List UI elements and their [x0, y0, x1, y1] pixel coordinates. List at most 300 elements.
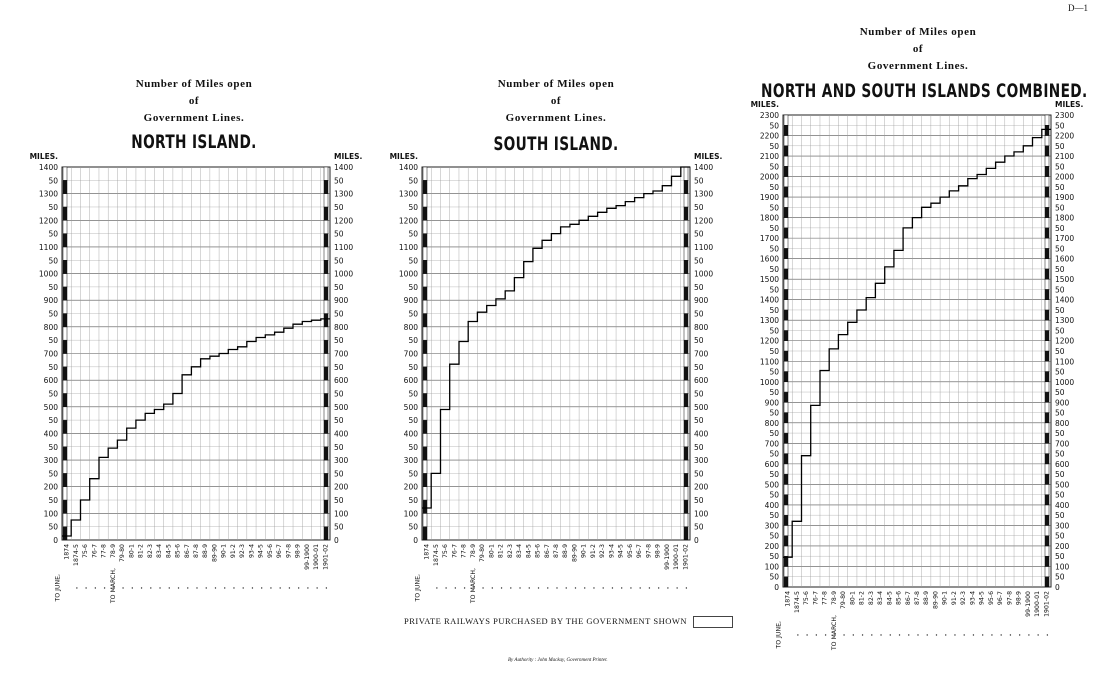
period-label: 85-6 — [895, 590, 903, 606]
y-tick-label-left: 1600 — [759, 254, 779, 264]
y-tick-label-right: 0 — [1055, 583, 1060, 592]
y-tick-label-left: 50 — [769, 264, 779, 274]
y-tick-label-left: 50 — [769, 162, 779, 172]
leader-dot — [843, 634, 844, 635]
scale-bar-segment — [1045, 146, 1049, 156]
scale-bar-segment — [784, 372, 788, 382]
y-tick-label-left: 50 — [48, 469, 58, 479]
y-tick-label-right: 1300 — [694, 189, 714, 199]
period-label: 81-2 — [497, 544, 505, 559]
period-label: 79-80 — [479, 544, 487, 563]
y-tick-label-right: 400 — [694, 429, 709, 439]
y-tick-label-right: 0 — [334, 536, 339, 545]
y-tick-label-left: 50 — [408, 229, 418, 239]
period-label: 80-1 — [488, 543, 496, 559]
y-tick-label-right: 1300 — [1055, 316, 1075, 326]
y-tick-label-right: 1100 — [694, 242, 714, 252]
y-tick-label-left: 50 — [769, 367, 779, 377]
period-label: 85-6 — [174, 543, 182, 559]
y-tick-label-right: 50 — [334, 309, 344, 319]
title-line: Number of Miles open — [135, 78, 253, 90]
leader-dot — [964, 634, 965, 635]
scale-bar-segment — [784, 341, 788, 351]
y-tick-label-left: 50 — [48, 202, 58, 212]
y-tick-label-right: 50 — [694, 389, 704, 399]
printer-credit: By Authority : John Mackay, Government Printer. — [508, 658, 608, 663]
period-label: 1874-5 — [72, 544, 80, 566]
y-tick-label-left: 50 — [48, 176, 58, 186]
y-tick-label-right: 100 — [694, 509, 709, 519]
scale-bar-segment — [784, 207, 788, 217]
y-axis-label-left: MILES. — [29, 152, 58, 161]
scale-bar-segment — [784, 413, 788, 423]
period-label: 80-1 — [128, 543, 136, 559]
period-label: 75-6 — [82, 543, 90, 559]
y-tick-label-right: 50 — [1055, 449, 1065, 459]
y-axis-label-right: MILES. — [1055, 100, 1084, 109]
y-tick-label-left: 50 — [48, 336, 58, 346]
scale-bar-segment — [784, 443, 788, 453]
scale-bar-segment — [784, 351, 788, 361]
y-tick-label-left: 50 — [408, 362, 418, 372]
y-tick-label-left: 1000 — [759, 377, 779, 387]
y-tick-label-right: 200 — [1055, 541, 1070, 551]
y-tick-label-right: 900 — [694, 296, 709, 306]
title-line: of — [912, 43, 924, 55]
title-line: Number of Miles open — [497, 78, 615, 90]
y-tick-label-left: 200 — [403, 482, 418, 492]
y-tick-label-left: 50 — [769, 305, 779, 315]
period-label: 77-8 — [821, 591, 829, 606]
leader-dot — [899, 634, 900, 635]
y-axis-label-right: MILES. — [334, 152, 363, 161]
scale-bar-segment — [1045, 136, 1049, 146]
y-tick-label-left: 1900 — [759, 193, 779, 203]
leader-dot — [991, 634, 992, 635]
y-tick-label-right: 50 — [334, 442, 344, 452]
period-label: 77-8 — [100, 544, 108, 559]
leader-dot — [1037, 634, 1038, 635]
y-tick-label-right: 2200 — [1055, 131, 1075, 141]
y-tick-label-right: 50 — [334, 522, 344, 532]
period-label: 76-7 — [812, 590, 820, 606]
y-tick-label-right: 50 — [694, 416, 704, 426]
scale-bar-segment — [784, 402, 788, 412]
period-label: 97-8 — [645, 543, 653, 559]
y-tick-label-right: 1200 — [1055, 336, 1075, 346]
first-period-note: TO JUNE, — [414, 573, 422, 602]
y-tick-label-left: 0 — [53, 536, 58, 545]
y-tick-label-right: 1000 — [1055, 377, 1075, 387]
y-tick-label-right: 2300 — [1055, 111, 1075, 120]
y-tick-label-left: 50 — [769, 490, 779, 500]
scale-bar-segment — [1045, 423, 1049, 433]
y-tick-label-right: 50 — [334, 202, 344, 212]
scale-bar-segment — [1045, 238, 1049, 248]
leader-dot — [1047, 634, 1048, 635]
scale-bar-segment — [1045, 454, 1049, 464]
scale-bar-segment — [784, 454, 788, 464]
y-tick-label-right: 600 — [694, 376, 709, 386]
period-label: 83-4 — [877, 590, 884, 606]
scale-bar-segment — [784, 423, 788, 433]
y-tick-label-right: 50 — [334, 282, 344, 292]
y-tick-label-right: 900 — [1055, 398, 1070, 408]
scale-bar-segment — [784, 238, 788, 248]
y-tick-label-left: 50 — [769, 552, 779, 562]
y-tick-label-left: 50 — [48, 256, 58, 266]
y-tick-label-left: 1100 — [398, 242, 418, 252]
leader-dot — [917, 634, 918, 635]
y-tick-label-left: 50 — [408, 256, 418, 266]
scale-bar-segment — [784, 279, 788, 289]
scale-bar-segment — [784, 269, 788, 279]
scale-bar-segment — [784, 484, 788, 494]
y-tick-label-left: 200 — [764, 541, 779, 551]
scale-bar-segment — [1045, 228, 1049, 238]
y-tick-label-left: 50 — [769, 326, 779, 336]
scale-bar-segment — [1045, 577, 1049, 587]
y-tick-label-left: 50 — [48, 442, 58, 452]
y-tick-label-right: 50 — [1055, 470, 1065, 480]
march-note: TO MARCH, — [831, 615, 839, 651]
period-label: 1874 — [423, 543, 431, 560]
scale-bar-segment — [784, 525, 788, 535]
period-label: 92-3 — [239, 543, 247, 559]
south-island-heading: SOUTH ISLAND. — [493, 133, 619, 155]
y-tick-label-left: 900 — [764, 398, 779, 408]
y-tick-label-right: 50 — [1055, 264, 1065, 274]
y-tick-label-right: 50 — [1055, 552, 1065, 562]
scale-bar-segment — [1045, 156, 1049, 166]
y-tick-label-right: 50 — [1055, 326, 1065, 336]
scale-bar-segment — [784, 495, 788, 505]
title-line: Government Lines. — [505, 112, 607, 124]
y-tick-label-right: 50 — [694, 442, 704, 452]
y-tick-label-right: 300 — [694, 456, 709, 466]
leader-dot — [954, 634, 955, 635]
leader-dot — [927, 634, 928, 635]
leader-dot — [936, 634, 937, 635]
period-label: 77-8 — [460, 544, 468, 559]
scale-bar-segment — [1045, 218, 1049, 228]
leader-dot — [825, 634, 826, 635]
y-tick-label-right: 800 — [334, 322, 349, 332]
y-tick-label-left: 1100 — [759, 357, 779, 367]
scale-bar-segment — [1045, 248, 1049, 258]
y-tick-label-right: 600 — [1055, 459, 1070, 469]
y-tick-label-right: 50 — [694, 176, 704, 186]
y-tick-label-left: 400 — [403, 429, 418, 439]
leader-dot — [862, 634, 863, 635]
scale-bar-segment — [1045, 187, 1049, 197]
leader-dot — [871, 634, 872, 635]
y-tick-label-right: 50 — [334, 176, 344, 186]
y-tick-label-left: 50 — [769, 203, 779, 213]
y-tick-label-right: 50 — [694, 309, 704, 319]
scale-bar-segment — [784, 300, 788, 310]
y-tick-label-right: 50 — [1055, 182, 1065, 192]
y-tick-label-right: 400 — [1055, 500, 1070, 510]
y-tick-label-left: 50 — [408, 202, 418, 212]
y-tick-label-left: 50 — [48, 282, 58, 292]
y-tick-label-right: 50 — [1055, 572, 1065, 582]
y-tick-label-right: 50 — [1055, 408, 1065, 418]
y-tick-label-left: 50 — [408, 176, 418, 186]
y-tick-label-left: 50 — [769, 388, 779, 398]
scale-bar-segment — [1045, 402, 1049, 412]
scale-bar-segment — [1045, 372, 1049, 382]
y-tick-label-right: 500 — [694, 402, 709, 412]
scale-bar-segment — [1045, 115, 1049, 125]
scale-bar-segment — [1045, 495, 1049, 505]
scale-bar-segment — [784, 115, 788, 125]
leader-dot — [1019, 634, 1020, 635]
y-tick-label-right: 50 — [334, 256, 344, 266]
first-period-note: TO JUNE, — [775, 620, 783, 649]
y-tick-label-left: 100 — [764, 562, 779, 572]
scale-bar-segment — [784, 382, 788, 392]
y-tick-label-right: 1300 — [334, 189, 354, 199]
period-label: 1901-02 — [1043, 591, 1051, 617]
scale-bar-segment — [1045, 474, 1049, 484]
y-tick-label-right: 100 — [1055, 562, 1070, 572]
y-tick-label-left: 50 — [769, 223, 779, 233]
y-tick-label-left: 50 — [769, 572, 779, 582]
y-tick-label-left: 300 — [43, 456, 58, 466]
period-label: 95-6 — [266, 543, 274, 559]
period-label: 75-6 — [803, 590, 811, 606]
period-label: 1900-01 — [673, 543, 681, 570]
y-tick-label-right: 50 — [334, 336, 344, 346]
scale-bar-segment — [1045, 382, 1049, 392]
y-tick-label-left: 800 — [403, 322, 418, 332]
y-tick-label-right: 200 — [694, 482, 709, 492]
period-label: 95-6 — [987, 590, 995, 606]
period-label: 97-8 — [285, 543, 293, 559]
y-tick-label-left: 50 — [48, 496, 58, 506]
scale-bar-segment — [1045, 197, 1049, 207]
scale-bar-segment — [784, 248, 788, 258]
period-label: 79-80 — [119, 544, 127, 563]
period-label: 82-3 — [867, 591, 875, 606]
y-tick-label-right: 50 — [1055, 490, 1065, 500]
scale-bar-segment — [1045, 515, 1049, 525]
page-reference: D—1 — [1068, 3, 1088, 13]
y-tick-label-left: 600 — [403, 376, 418, 386]
y-tick-label-left: 50 — [769, 182, 779, 192]
y-tick-label-right: 1800 — [1055, 213, 1075, 223]
y-tick-label-left: 1300 — [759, 316, 779, 326]
period-label: 99-1900 — [663, 544, 671, 570]
y-tick-label-left: 400 — [764, 500, 779, 510]
scale-bar-segment — [784, 536, 788, 546]
y-axis-label-left: MILES. — [389, 152, 418, 161]
y-tick-label-left: 1000 — [398, 269, 418, 279]
leader-dot — [890, 634, 891, 635]
y-tick-label-right: 200 — [334, 482, 349, 492]
period-label: 1874 — [63, 543, 71, 560]
scale-bar-segment — [784, 464, 788, 474]
y-tick-label-left: 50 — [48, 389, 58, 399]
scale-bar-segment — [1045, 546, 1049, 556]
y-tick-label-left: 50 — [769, 408, 779, 418]
y-tick-label-left: 100 — [43, 509, 58, 519]
scale-bar-segment — [784, 392, 788, 402]
period-label: 95-6 — [626, 543, 634, 559]
y-tick-label-left: 900 — [43, 296, 58, 306]
title-line: of — [550, 95, 562, 107]
period-label: 1874 — [784, 590, 792, 607]
scale-bar-segment — [784, 433, 788, 443]
y-tick-label-left: 1200 — [759, 336, 779, 346]
y-tick-label-left: 50 — [769, 449, 779, 459]
scale-bar-segment — [784, 218, 788, 228]
scale-bar-segment — [1045, 289, 1049, 299]
period-label: 80-1 — [849, 590, 857, 606]
leader-dot — [816, 634, 817, 635]
period-label: 89-90 — [571, 544, 579, 563]
y-tick-label-left: 300 — [403, 456, 418, 466]
period-label: 78-9 — [830, 590, 838, 606]
y-tick-label-right: 800 — [694, 322, 709, 332]
period-label: 1901-02 — [682, 544, 690, 570]
y-tick-label-right: 50 — [1055, 511, 1065, 521]
scale-bar-segment — [784, 187, 788, 197]
period-label: 94-5 — [617, 544, 625, 559]
period-label: 76-7 — [91, 543, 99, 559]
title-line: Government Lines. — [867, 60, 969, 72]
y-tick-label-right: 50 — [1055, 285, 1065, 295]
period-label: 88-9 — [923, 590, 931, 606]
y-tick-label-right: 50 — [1055, 223, 1065, 233]
y-tick-label-right: 50 — [694, 362, 704, 372]
leader-dot — [1000, 634, 1001, 635]
y-tick-label-left: 600 — [764, 459, 779, 469]
y-tick-label-right: 1400 — [1055, 295, 1075, 305]
title-line: of — [188, 95, 200, 107]
scale-bar-segment — [784, 156, 788, 166]
period-label: 79-80 — [840, 591, 848, 610]
y-tick-label-right: 700 — [1055, 439, 1070, 449]
y-tick-label-left: 100 — [403, 509, 418, 519]
y-tick-label-left: 2200 — [759, 131, 779, 141]
leader-dot — [880, 634, 881, 635]
scale-bar-segment — [784, 515, 788, 525]
y-tick-label-left: 50 — [48, 229, 58, 239]
y-tick-label-left: 0 — [774, 583, 779, 592]
march-note: TO MARCH, — [110, 568, 118, 604]
leader-dot — [973, 634, 974, 635]
y-tick-label-left: 50 — [769, 285, 779, 295]
scale-bar-segment — [784, 361, 788, 371]
period-label: 86-7 — [904, 591, 912, 606]
y-tick-label-right: 50 — [694, 522, 704, 532]
period-label: 82-3 — [506, 544, 514, 559]
y-tick-label-right: 50 — [694, 256, 704, 266]
period-label: 89-90 — [932, 591, 940, 610]
period-label: 88-9 — [202, 543, 210, 559]
y-tick-label-left: 50 — [769, 121, 779, 131]
period-label: 1874-5 — [793, 591, 801, 613]
period-label: 91-2 — [951, 591, 958, 606]
y-tick-label-left: 50 — [408, 282, 418, 292]
y-tick-label-right: 2100 — [1055, 152, 1075, 162]
y-tick-label-right: 50 — [694, 496, 704, 506]
y-tick-label-right: 500 — [334, 402, 349, 412]
y-tick-label-right: 50 — [334, 362, 344, 372]
scale-bar-segment — [1045, 505, 1049, 515]
y-tick-label-left: 50 — [48, 416, 58, 426]
period-label: 96-7 — [636, 544, 644, 559]
y-tick-label-right: 1100 — [1055, 357, 1075, 367]
scale-bar-segment — [1045, 433, 1049, 443]
y-tick-label-left: 500 — [403, 402, 418, 412]
y-tick-label-left: 50 — [408, 389, 418, 399]
y-tick-label-left: 50 — [408, 336, 418, 346]
y-tick-label-left: 50 — [769, 429, 779, 439]
y-tick-label-right: 700 — [334, 349, 349, 359]
period-label: 91-2 — [230, 544, 237, 559]
y-tick-label-left: 1300 — [38, 189, 58, 199]
leader-dot — [797, 634, 798, 635]
period-label: 93-4 — [969, 590, 977, 605]
leader-dot — [908, 634, 909, 635]
period-label: 1874-5 — [432, 544, 440, 566]
period-label: 84-5 — [886, 591, 894, 606]
y-tick-label-right: 1900 — [1055, 193, 1075, 203]
y-tick-label-left: 500 — [764, 480, 779, 490]
period-label: 94-5 — [978, 591, 986, 606]
y-tick-label-right: 1500 — [1055, 275, 1075, 285]
y-tick-label-right: 50 — [334, 389, 344, 399]
y-tick-label-right: 1400 — [694, 163, 714, 172]
y-tick-label-right: 800 — [1055, 418, 1070, 428]
y-tick-label-left: 50 — [769, 511, 779, 521]
y-tick-label-right: 1100 — [334, 242, 354, 252]
period-label: 86-7 — [183, 544, 191, 559]
period-label: 92-3 — [599, 543, 607, 559]
title-line: Government Lines. — [143, 112, 245, 124]
y-tick-label-left: 50 — [48, 522, 58, 532]
y-tick-label-left: 1300 — [398, 189, 418, 199]
y-tick-label-right: 2000 — [1055, 172, 1075, 182]
leader-dot — [806, 634, 807, 635]
scale-bar-segment — [1045, 525, 1049, 535]
period-label: 86-7 — [543, 544, 551, 559]
y-tick-label-right: 50 — [1055, 388, 1065, 398]
y-tick-label-right: 700 — [694, 349, 709, 359]
y-tick-label-right: 1700 — [1055, 234, 1075, 244]
north-island-heading: NORTH ISLAND. — [131, 131, 257, 153]
period-label: 91-2 — [590, 544, 597, 559]
scale-bar-segment — [784, 474, 788, 484]
scale-bar-segment — [1045, 125, 1049, 135]
y-tick-label-right: 50 — [1055, 244, 1065, 254]
scale-bar-segment — [1045, 320, 1049, 330]
period-label: 90-1 — [220, 543, 228, 559]
y-tick-label-right: 50 — [694, 336, 704, 346]
legend — [404, 616, 733, 628]
y-tick-label-right: 500 — [1055, 480, 1070, 490]
y-tick-label-right: 400 — [334, 429, 349, 439]
y-tick-label-left: 2000 — [759, 172, 779, 182]
period-label: 76-7 — [451, 543, 459, 559]
y-tick-label-right: 50 — [334, 496, 344, 506]
y-tick-label-left: 2300 — [759, 111, 779, 120]
scale-bar-segment — [784, 197, 788, 207]
y-tick-label-left: 700 — [43, 349, 58, 359]
